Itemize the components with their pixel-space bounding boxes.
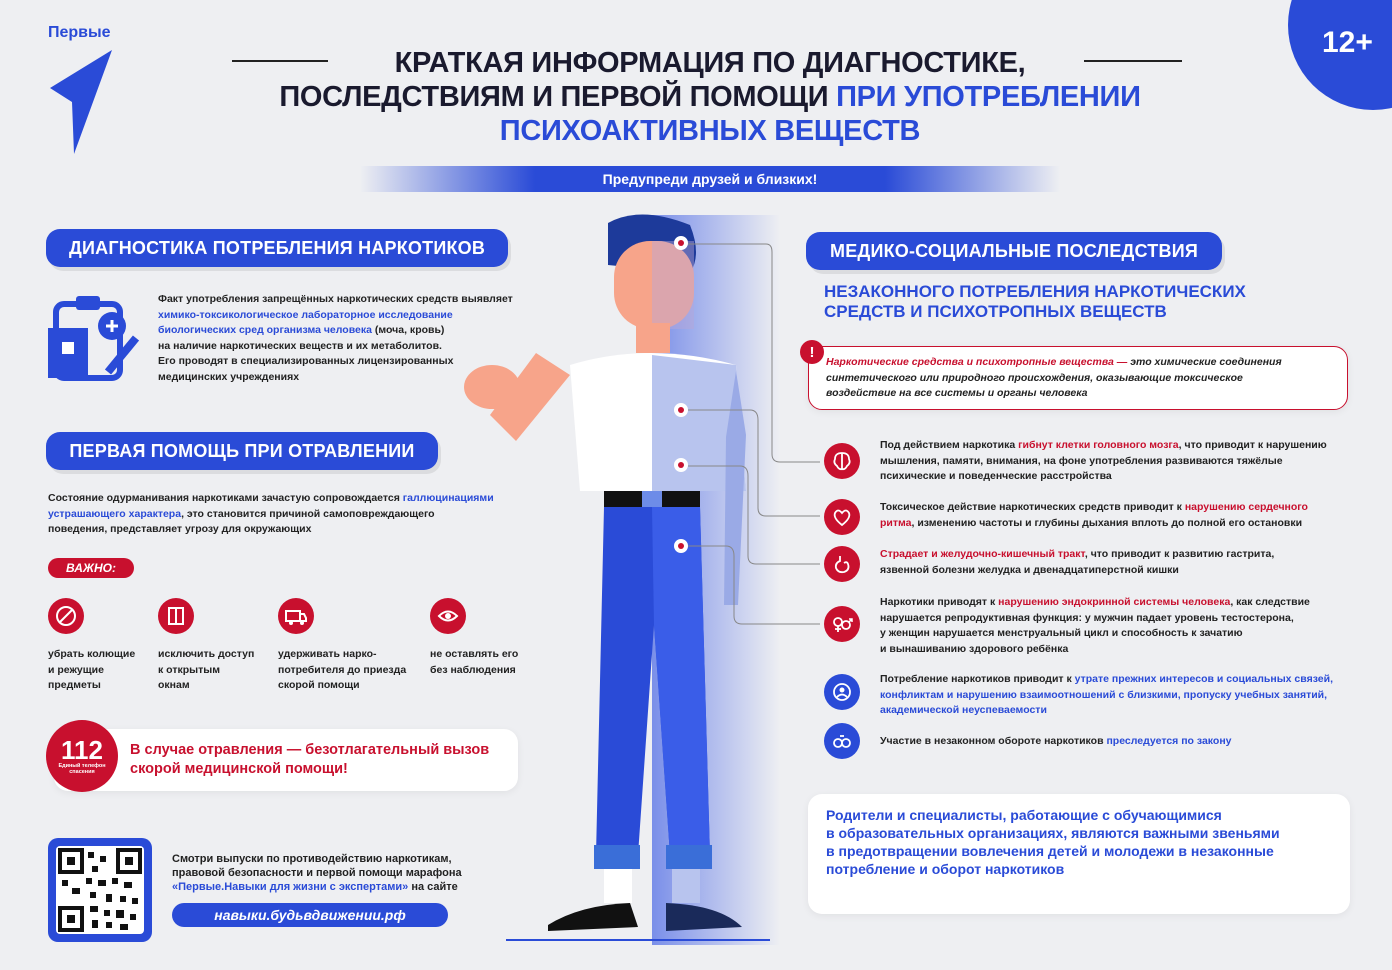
handcuffs-icon bbox=[824, 723, 860, 759]
aid-item-2: исключить доступ к открытым окнам bbox=[158, 648, 255, 691]
connector-lines bbox=[680, 240, 830, 660]
stomach-icon bbox=[824, 546, 860, 582]
heart-icon bbox=[824, 499, 860, 535]
alert-icon: ! bbox=[800, 340, 824, 364]
important-badge: ВАЖНО: bbox=[48, 558, 134, 578]
diagnostics-heading: ДИАГНОСТИКА ПОТРЕБЛЕНИЯ НАРКОТИКОВ bbox=[46, 229, 508, 267]
emergency-number-badge[interactable]: 112 Единый телефон спасения bbox=[46, 720, 118, 792]
first-aid-heading: ПЕРВАЯ ПОМОЩЬ ПРИ ОТРАВЛЕНИИ bbox=[46, 432, 438, 470]
consequence-law: Участие в незаконном обороте наркотиков преследуется по закону bbox=[880, 735, 1232, 747]
no-knife-icon bbox=[48, 598, 84, 634]
emergency-number: 112 bbox=[61, 735, 103, 765]
diagnostics-text: Факт употребления запрещённых наркотических средств выявляет химико-токсикологическое лабораторное исследование биологических сред организма человека (моча, кровь) на наличие наркотических веществ и их метаболитов. Его проводят в специализированных лицензированных медицинских учреждениях bbox=[158, 293, 513, 383]
window-icon bbox=[158, 598, 194, 634]
ambulance-icon bbox=[278, 598, 314, 634]
consequence-endocrine: Наркотики приводят к нарушению эндокринной системы человека, как следствие нарушается репродуктивная функция: у мужчин падает уровень тестостерона, у женщин нарушается менструальный цикл и способность к зачатию и вынашиванию здорового ребёнка bbox=[880, 596, 1310, 655]
aid-item-1: убрать колющие и режущие предметы bbox=[48, 648, 136, 691]
aid-item-3: удерживать нарко- потребителя до приезда скорой помощи bbox=[278, 648, 407, 691]
site-link[interactable]: навыки.будьвдвижении.рф bbox=[172, 903, 448, 927]
parents-text: Родители и специалисты, работающие с обучающимися в образовательных организациях, являются важными звеньями в предотвращении вовлечения детей и молодежи в незаконные потребление и оборот наркотиков bbox=[826, 807, 1280, 877]
subtitle-banner bbox=[360, 166, 1060, 192]
hospital-icon bbox=[46, 292, 142, 384]
emergency-text: В случае отравления — безотлагательный вызов скорой медицинской помощи! bbox=[130, 742, 490, 777]
aid-item-4: не оставлять его без наблюдения bbox=[430, 648, 519, 676]
subtitle: Предупреди друзей и близких! bbox=[602, 171, 818, 187]
footer-text: Смотри выпуски по противодействию наркотикам, правовой безопасности и первой помощи марафона «Первые.Навыки для жизни с экспертами» на сайте bbox=[172, 853, 462, 893]
brain-icon bbox=[824, 443, 860, 479]
consequence-heart: Токсическое действие наркотических средств приводит к нарушению сердечного ритма, изменению частоты и глубины дыхания вплоть до полной его остановки bbox=[880, 501, 1308, 529]
logo-arrow-icon bbox=[46, 44, 116, 156]
age-rating: 12+ bbox=[1322, 26, 1373, 59]
first-aid-text: Состояние одурманивания наркотиками зачастую сопровождается галлюцинациями устрашающего характера, это становится причиной самоповреждающего поведения, представляет угрозу для окружающих bbox=[48, 492, 494, 535]
consequences-heading: МЕДИКО-СОЦИАЛЬНЫЕ ПОСЛЕДСТВИЯ bbox=[806, 232, 1222, 270]
qr-code[interactable] bbox=[48, 838, 152, 942]
consequence-social: Потребление наркотиков приводит к утрате прежних интересов и социальных связей, конфликтам и нарушению взаимоотношений с близкими, пропуску учебных занятий, академической неуспеваемости bbox=[880, 673, 1334, 716]
logo-text: Первые bbox=[48, 24, 111, 41]
page-title: КРАТКАЯ ИНФОРМАЦИЯ ПО ДИАГНОСТИКЕ, ПОСЛЕДСТВИЯМ И ПЕРВОЙ ПОМОЩИ ПРИ УПОТРЕБЛЕНИИ ПСИХОАКТИВНЫХ ВЕЩЕСТВ bbox=[279, 47, 1141, 147]
social-icon bbox=[824, 674, 860, 710]
consequence-brain: Под действием наркотика гибнут клетки головного мозга, что приводит к нарушению мышления, памяти, внимания, на фоне употребления развиваются тяжёлые психические и поведенческие расстройства bbox=[880, 439, 1327, 482]
consequences-subheading: НЕЗАКОННОГО ПОТРЕБЛЕНИЯ НАРКОТИЧЕСКИХ СРЕДСТВ И ПСИХОТРОПНЫХ ВЕЩЕСТВ bbox=[824, 282, 1246, 321]
gender-icon bbox=[824, 606, 860, 642]
consequence-stomach: Страдает и желудочно-кишечный тракт, что приводит к развитию гастрита, язвенной болезни желудка и двенадцатиперстной кишки bbox=[880, 548, 1275, 576]
definition-text: Наркотические средства и психотропные вещества — это химические соединения синтетического или природного происхождения, оказывающие токсическое воздействие на все системы и органы человека bbox=[826, 356, 1282, 399]
